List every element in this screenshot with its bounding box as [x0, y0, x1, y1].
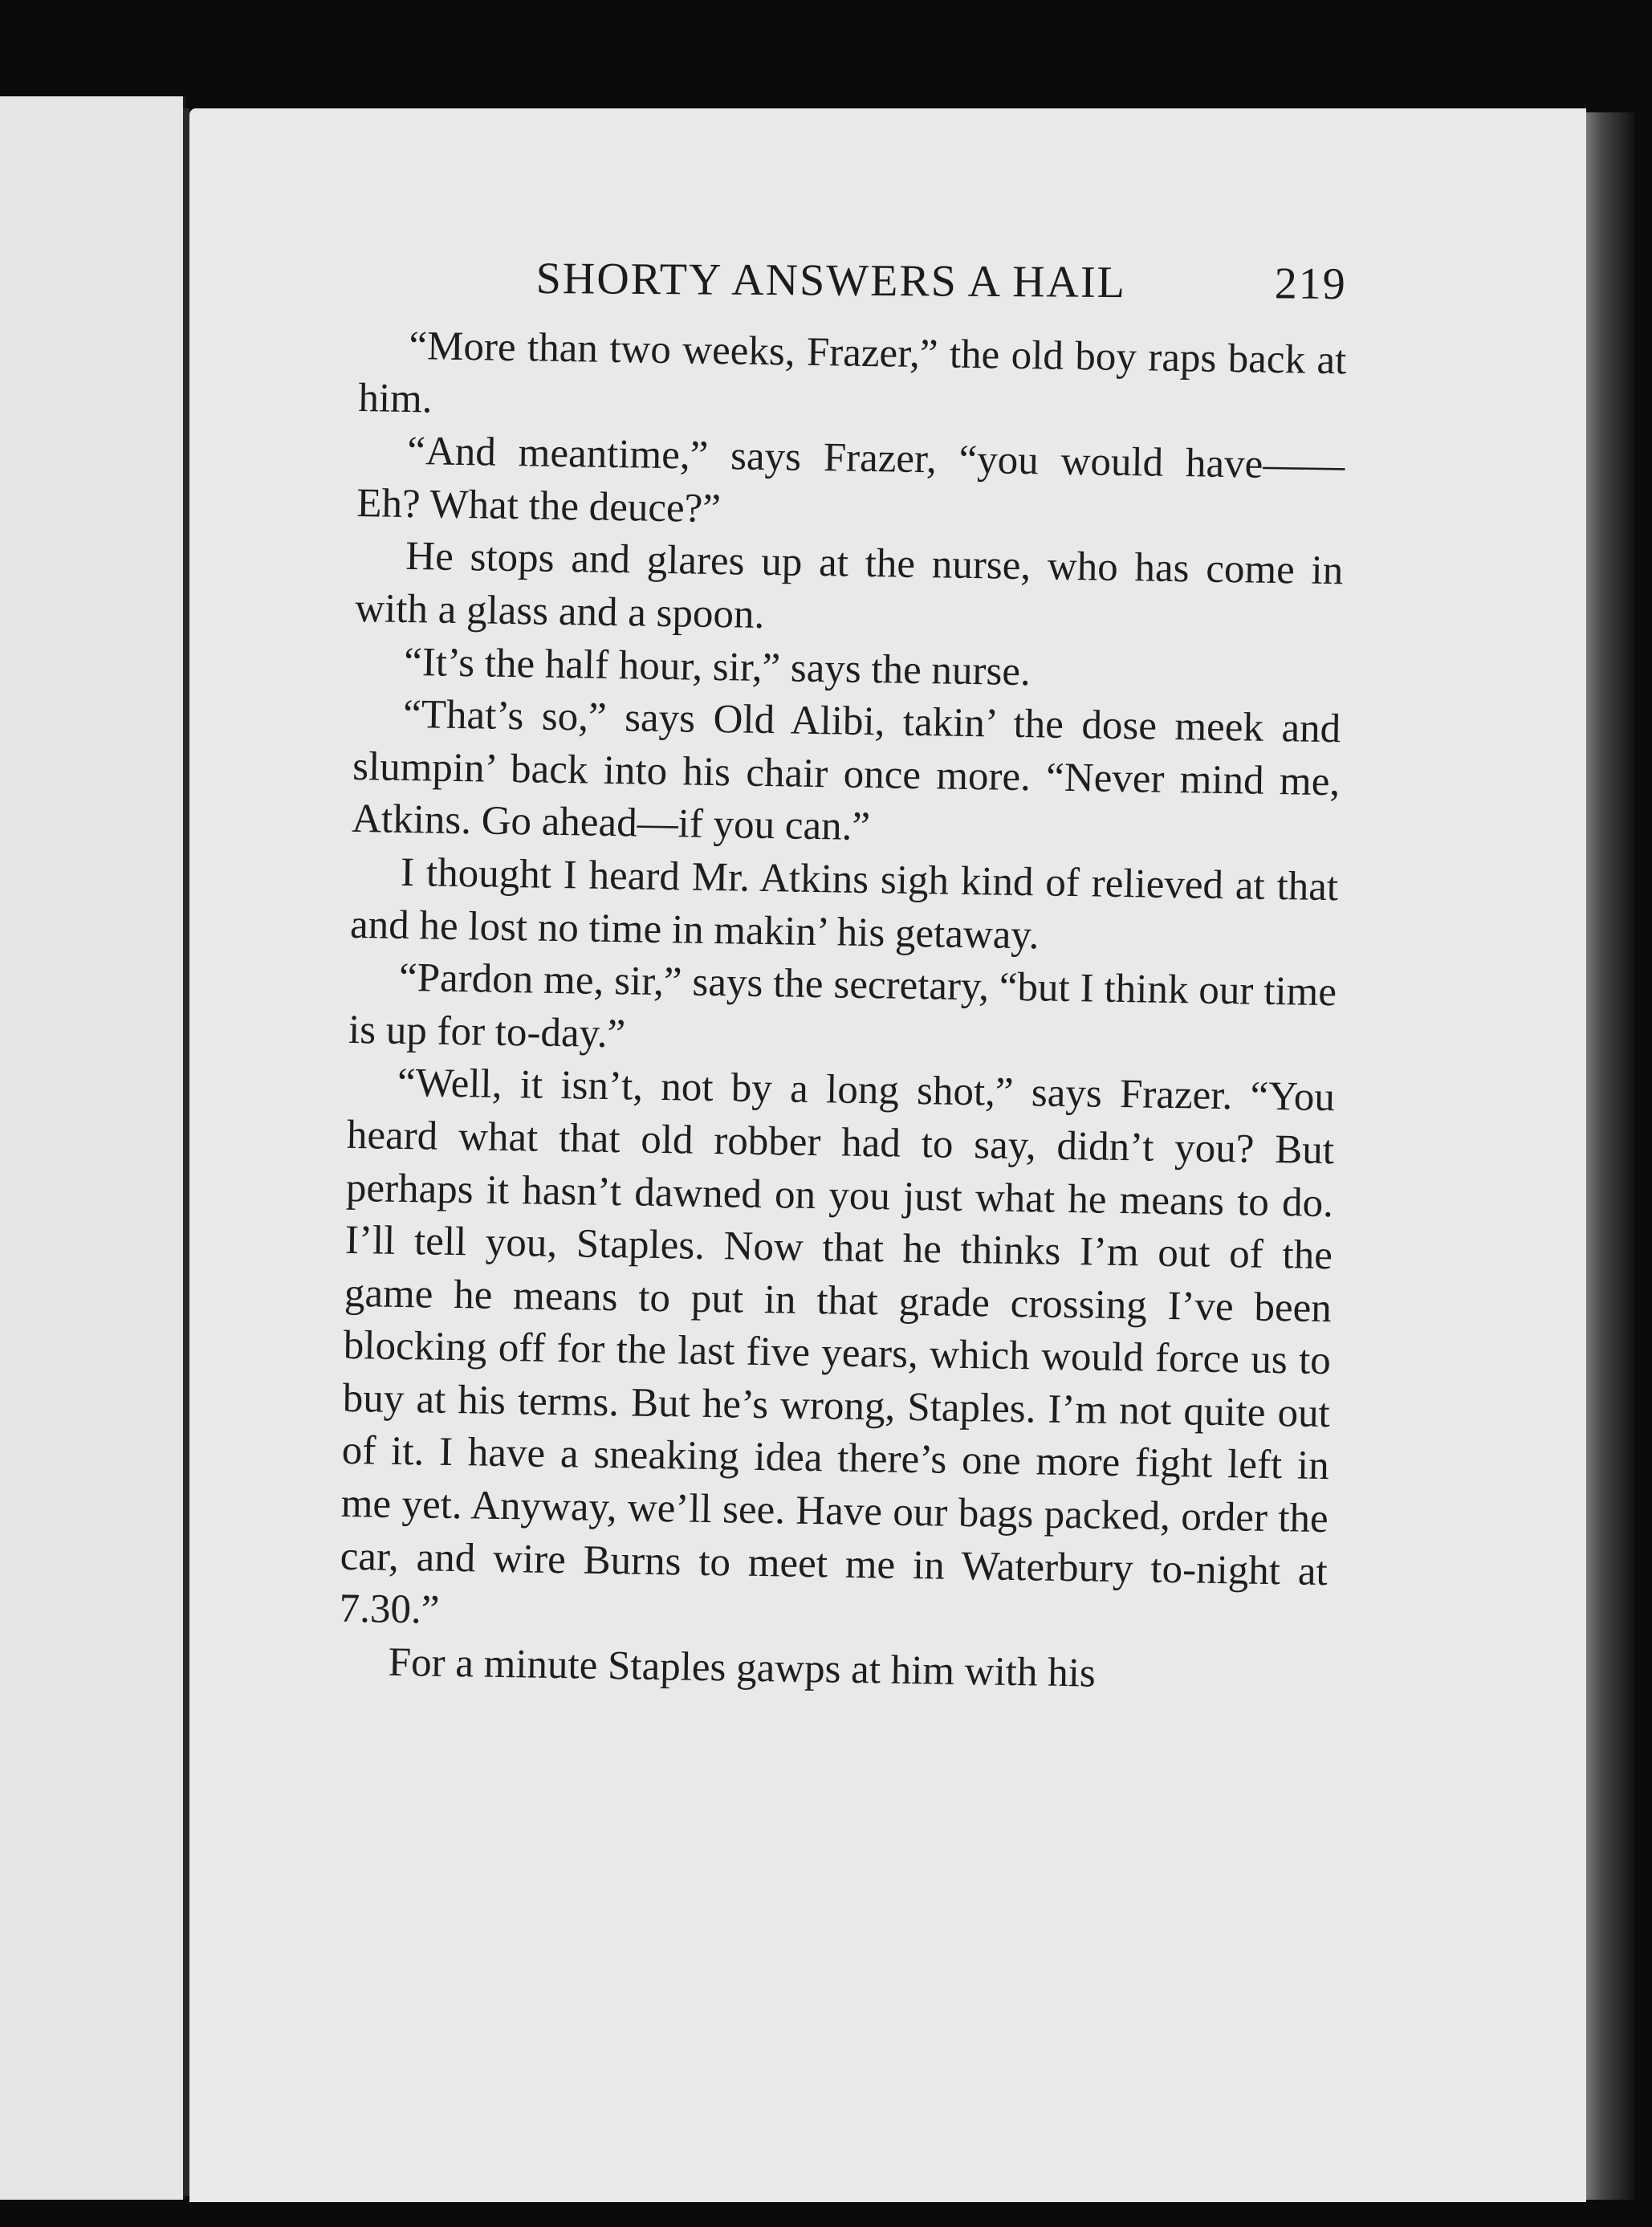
running-title: SHORTY ANSWERS A HAIL: [535, 253, 1127, 308]
facing-page: [0, 96, 185, 2200]
page-gutter: [183, 108, 189, 2196]
paragraph: He stops and glares up at the nurse, who has come in with a glass and a spoon.: [354, 534, 1344, 637]
paragraph: “That’s so,” says Old Alibi, takin’ the dose meek and slumpin’ back into his chair once more. “Never mind me, Atkins. Go ahead—if you can.”: [351, 692, 1341, 850]
body-text: [338, 320, 1347, 1704]
page-edge: [1586, 112, 1634, 2200]
paragraph: “Well, it isn’t, not by a long shot,” says Frazer. “You heard what that old robber had to say, didn’t you? But perhaps it hasn’t dawned on you just what he means to do. I’ll tell you, Staples. Now that he thinks I’m out of the game he means to put in that grade crossing I’ve been blocking off for the last five years, which would force us to buy at his terms. But he’s wrong, Staples. I’m not quite out of it. I have a sneaking idea there’s one more fight left in me yet. Anyway, we’ll see. Have our bags packed, order the car, and wire Burns to meet me in Waterbury to-night at 7.30.”: [339, 1061, 1336, 1634]
page-header: [536, 253, 1347, 310]
page-number: 219: [1274, 259, 1347, 310]
paragraph: I thought I heard Mr. Atkins sigh kind of relieved at that and he lost no time in makin’ his getaway.: [349, 849, 1339, 958]
paragraph: “More than two weeks, Frazer,” the old boy raps back at him.: [358, 323, 1347, 422]
paragraph: “And meantime,” says Frazer, “you would have—— Eh? What the deuce?”: [356, 429, 1345, 531]
paragraph: For a minute Staples gawps at him with his: [388, 1639, 1097, 1696]
paragraph: “It’s the half hour, sir,” says the nurse.: [403, 639, 1031, 694]
paragraph: “Pardon me, sir,” says the secretary, “but I think our time is up for to-day.”: [348, 955, 1337, 1057]
